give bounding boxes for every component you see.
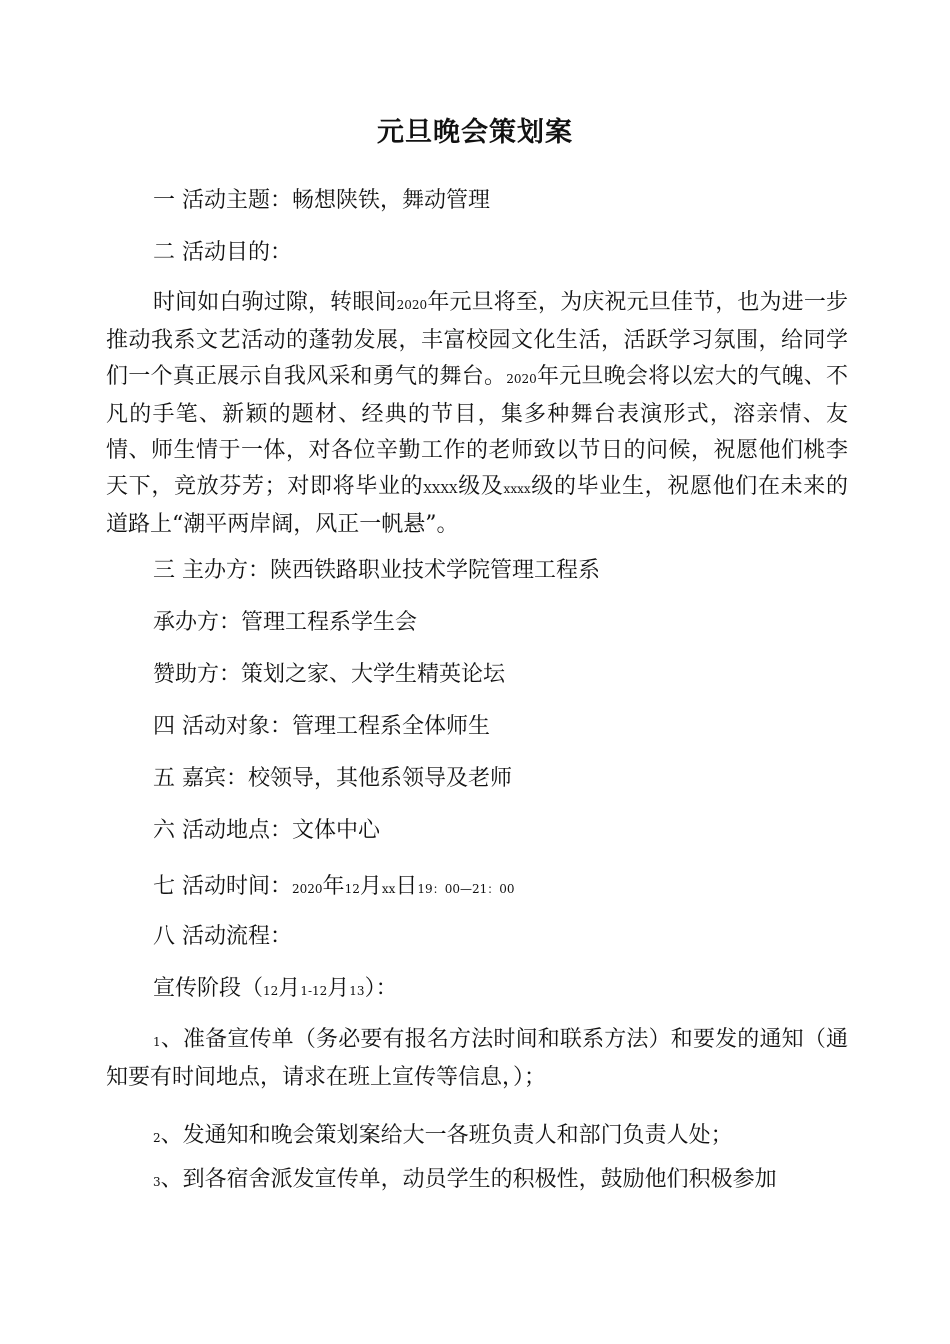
- grade-placeholder: xxxx: [503, 482, 531, 496]
- undertaker-line: 承办方：管理工程系学生会: [153, 610, 418, 635]
- promo-stage-line: 宣传阶段（12月1-12月13）：: [153, 976, 398, 1001]
- step-item: 1、准备宣传单（务必要有报名方法时间和联系方法）和要发的通知（通知要有时间地点，请求在班上宣传等信息，）；: [106, 1027, 848, 1090]
- step-item: 2、发通知和晚会策划案给大一各班负责人和部门负责人处；: [153, 1123, 733, 1148]
- venue-line: 六 活动地点：文体中心: [153, 818, 380, 843]
- sponsor-line: 赞助方：策划之家、大学生精英论坛: [153, 662, 506, 687]
- audience-line: 四 活动对象：管理工程系全体师生: [153, 714, 490, 739]
- purpose-paragraph: 时间如白驹过隙，转眼间2020年元旦将至，为庆祝元旦佳节，也为进一步推动我系文艺活动的蓬勃发展，丰富校园文化生活，活跃学习氛围，给同学们一个真正展示自我风采和勇气的舞台。2020年元旦晚会将以宏大的气魄、不凡的手笔、新颖的题材、经典的节目，集多种舞台表演形式，溶亲情、友情、师生情于一体，对各位辛勤工作的老师致以节日的问候，祝愿他们桃李天下，竞放芬芳；对即将毕业的XXXX级及xxxx级的毕业生，祝愿他们在未来的道路上“潮平两岸阔，风正一帆悬”。: [106, 290, 848, 537]
- year-number: 2020: [396, 298, 428, 312]
- step-item: 3、到各宿舍派发宣传单，动员学生的积极性，鼓励他们积极参加: [153, 1167, 777, 1192]
- year-number: 2020: [506, 372, 537, 386]
- purpose-heading: 二 活动目的：: [153, 240, 292, 265]
- time-line: 七 活动时间：2020年12月xx日19：00—21：00: [153, 874, 515, 899]
- process-heading: 八 活动流程：: [153, 924, 292, 949]
- document-title: 元旦晚会策划案: [377, 117, 573, 148]
- guests-line: 五 嘉宾：校领导，其他系领导及老师: [153, 766, 512, 791]
- theme-line: 一 活动主题：畅想陕铁，舞动管理: [153, 188, 490, 213]
- organizer-line: 三 主办方：陕西铁路职业技术学院管理工程系: [153, 558, 600, 583]
- grade-placeholder: XXXX: [423, 482, 458, 496]
